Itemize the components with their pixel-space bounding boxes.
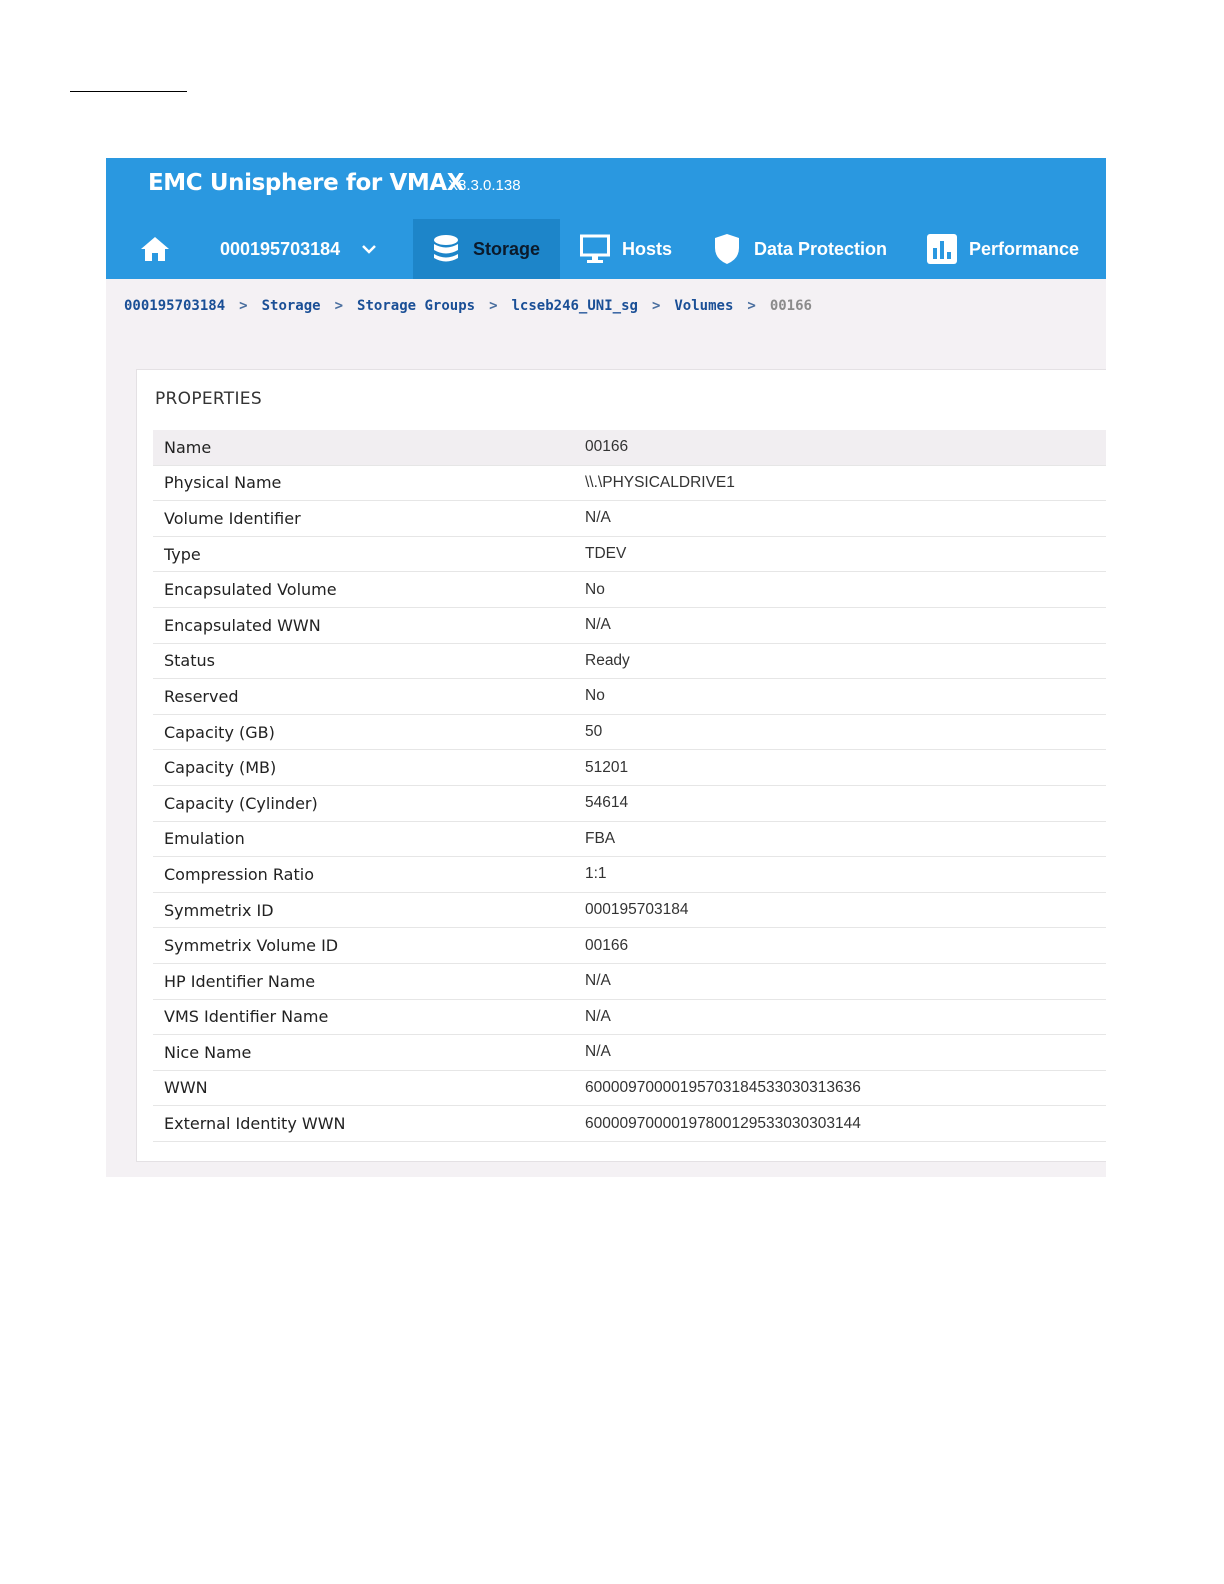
- chevron-down-icon: [362, 244, 376, 254]
- home-icon: [140, 236, 170, 262]
- breadcrumb-separator: >: [747, 298, 756, 314]
- property-value: 00166: [585, 936, 629, 954]
- property-value: 00166: [585, 438, 629, 456]
- bar-chart-icon: [927, 234, 957, 264]
- property-row: [153, 964, 1106, 1000]
- property-value: TDEV: [585, 545, 627, 563]
- property-key: Encapsulated Volume: [164, 580, 337, 600]
- breadcrumb-separator: >: [651, 298, 661, 314]
- property-row: [153, 822, 1106, 858]
- property-row: [153, 679, 1106, 715]
- property-row: [153, 501, 1106, 537]
- property-value: 54614: [585, 794, 629, 812]
- property-value: 000195703184: [585, 901, 689, 919]
- tab-storage[interactable]: [413, 219, 560, 279]
- property-key: External Identity WWN: [164, 1114, 346, 1134]
- app-title-text: EMC Unisphere for VMAX: [148, 170, 465, 196]
- property-value: 60000970000197800129533030303144: [585, 1114, 861, 1132]
- tab-performance[interactable]: [927, 219, 1079, 279]
- app-version: X8.3.0.138: [448, 177, 521, 194]
- breadcrumb-volumes[interactable]: Volumes: [674, 298, 734, 314]
- app-header: [106, 158, 1106, 279]
- property-value: FBA: [585, 829, 616, 847]
- breadcrumb-storage-group[interactable]: lcseb246_UNI_sg: [511, 298, 638, 314]
- property-row: [153, 608, 1106, 644]
- property-value: \\.\PHYSICALDRIVE1: [585, 473, 735, 491]
- property-row: [153, 1000, 1106, 1036]
- properties-panel: [136, 369, 1106, 1162]
- tab-storage-label: Storage: [473, 238, 541, 259]
- properties-title: PROPERTIES: [155, 389, 262, 409]
- property-row: [153, 893, 1106, 929]
- app-title: [148, 170, 464, 196]
- page-top-rule: [70, 91, 187, 92]
- property-value: N/A: [585, 1007, 611, 1025]
- breadcrumb-current-volume: 00166: [769, 298, 812, 314]
- property-key: Volume Identifier: [164, 508, 301, 528]
- property-key: Capacity (GB): [164, 722, 275, 742]
- property-row: [153, 750, 1106, 786]
- property-value: N/A: [585, 1043, 611, 1061]
- property-key: Name: [164, 437, 212, 457]
- property-row: [153, 1106, 1106, 1142]
- tab-hosts[interactable]: [580, 219, 672, 279]
- property-value: No: [585, 687, 605, 705]
- database-icon: [433, 234, 459, 264]
- property-key: Symmetrix Volume ID: [164, 936, 339, 956]
- property-key: Type: [164, 544, 201, 564]
- property-row: [153, 537, 1106, 573]
- breadcrumb-system[interactable]: 000195703184: [124, 298, 226, 314]
- property-value: 51201: [585, 758, 629, 776]
- property-row: [153, 1071, 1106, 1107]
- property-value: No: [585, 580, 605, 598]
- property-key: Compression Ratio: [164, 864, 314, 884]
- unisphere-window: [106, 158, 1106, 1177]
- property-key: Capacity (MB): [164, 758, 277, 778]
- property-row: [153, 928, 1106, 964]
- property-value: Ready: [585, 651, 630, 669]
- property-row: [153, 1035, 1106, 1071]
- property-value: 1:1: [585, 865, 607, 883]
- system-id-label: 000195703184: [220, 238, 341, 259]
- property-value: N/A: [585, 509, 611, 527]
- tab-performance-label: Performance: [969, 238, 1080, 259]
- breadcrumb: [124, 298, 812, 314]
- property-key: Encapsulated WWN: [164, 615, 321, 635]
- property-row: [153, 572, 1106, 608]
- property-key: Emulation: [164, 829, 245, 849]
- breadcrumb-separator: >: [489, 298, 498, 314]
- property-row: [153, 857, 1106, 893]
- system-selector[interactable]: [220, 219, 400, 279]
- property-value: 60000970000195703184533030313636: [585, 1078, 861, 1096]
- tab-hosts-label: Hosts: [622, 238, 673, 259]
- breadcrumb-storage-groups[interactable]: Storage Groups: [357, 298, 476, 314]
- property-value: N/A: [585, 616, 611, 634]
- home-button[interactable]: [140, 219, 180, 279]
- breadcrumb-storage[interactable]: Storage: [261, 298, 321, 314]
- property-row: [153, 430, 1106, 466]
- property-key: Reserved: [164, 686, 239, 706]
- tab-data-protection[interactable]: [714, 219, 887, 279]
- property-key: Status: [164, 651, 215, 671]
- shield-icon: [714, 233, 740, 265]
- breadcrumb-separator: >: [239, 298, 248, 314]
- breadcrumb-separator: >: [334, 298, 344, 314]
- property-row: [153, 715, 1106, 751]
- property-value: 50: [585, 723, 603, 741]
- tab-data-protection-label: Data Protection: [754, 238, 888, 259]
- property-row: [153, 644, 1106, 680]
- property-row: [153, 466, 1106, 502]
- property-key: Symmetrix ID: [164, 900, 274, 920]
- property-key: Capacity (Cylinder): [164, 793, 318, 813]
- property-key: VMS Identifier Name: [164, 1007, 329, 1027]
- property-key: WWN: [164, 1078, 208, 1098]
- property-key: Nice Name: [164, 1042, 252, 1062]
- properties-table: [153, 430, 1106, 1142]
- monitor-icon: [580, 234, 610, 264]
- property-key: Physical Name: [164, 473, 282, 493]
- property-row: [153, 786, 1106, 822]
- property-value: N/A: [585, 972, 611, 990]
- property-key: HP Identifier Name: [164, 971, 316, 991]
